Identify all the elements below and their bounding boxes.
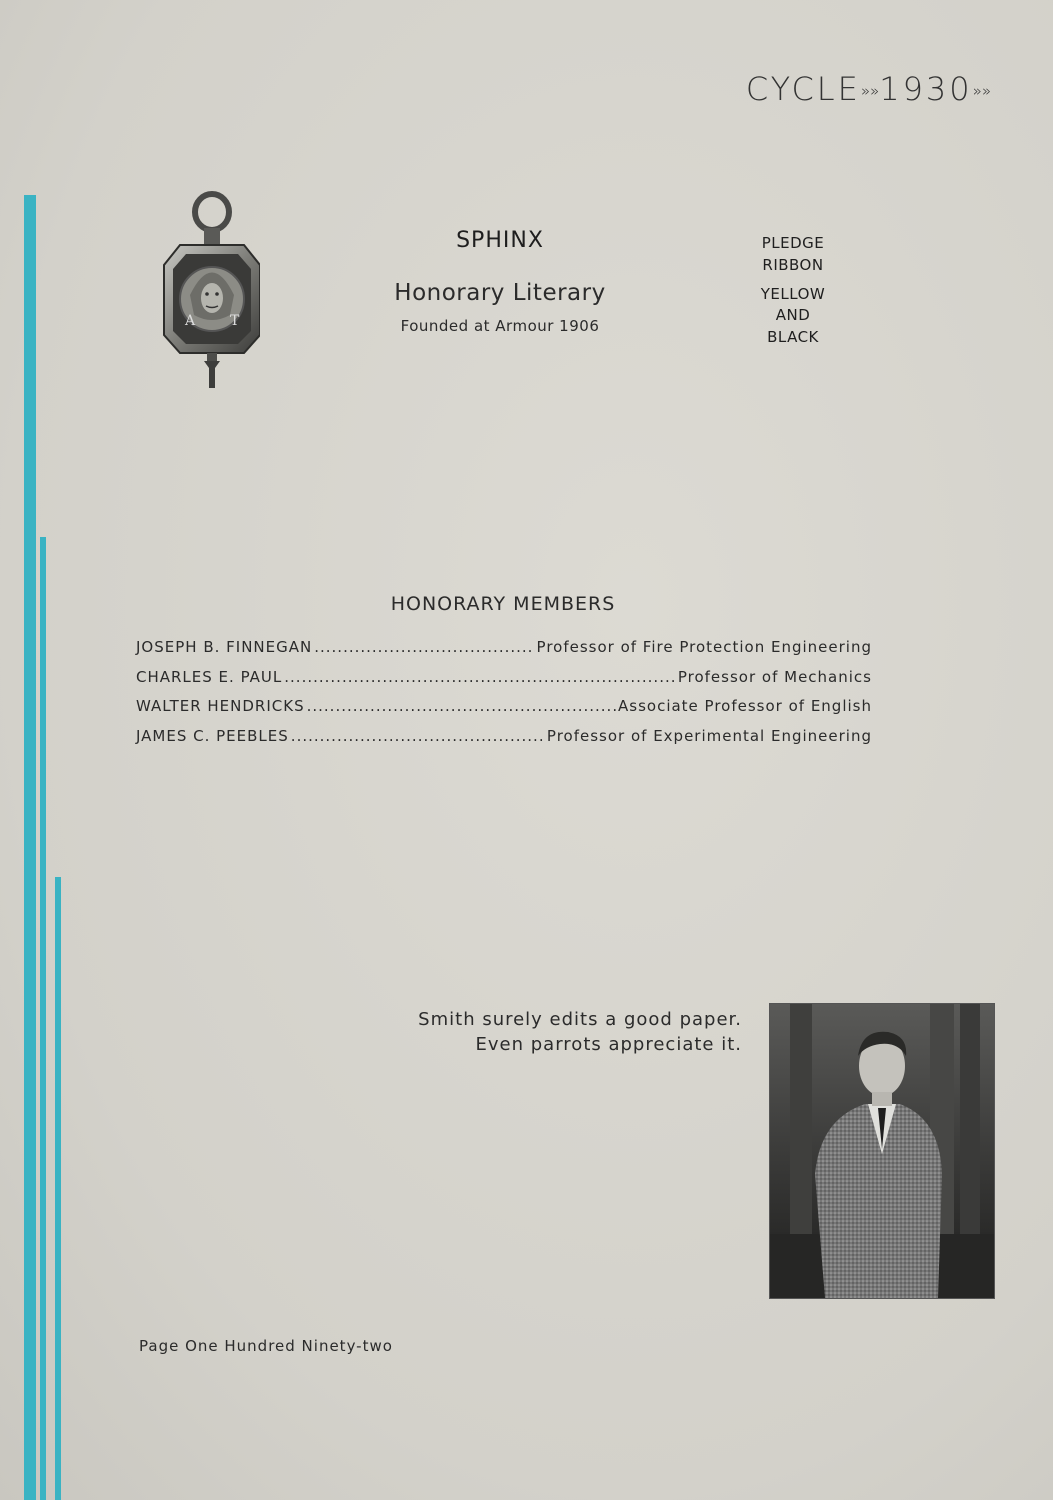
member-row <box>136 727 872 745</box>
sphinx-key-pin-icon <box>160 190 260 390</box>
pledge-line: BLACK <box>767 328 819 346</box>
member-title: Professor of Experimental Engineering <box>546 727 872 745</box>
student-photo <box>769 1003 995 1299</box>
members-heading: HONORARY MEMBERS <box>390 593 616 615</box>
member-title: Associate Professor of English <box>618 697 872 715</box>
portrait-image-icon <box>770 1004 994 1298</box>
decorative-stripe <box>55 877 61 1500</box>
founded-line: Founded at Armour 1906 <box>400 317 600 335</box>
leader-dots <box>284 668 676 686</box>
pledge-line: AND <box>775 306 811 324</box>
member-name: WALTER HENDRICKS <box>136 697 305 715</box>
header-arrows: »» <box>972 82 991 100</box>
pledge-line: YELLOW <box>760 285 826 303</box>
member-row <box>136 638 872 656</box>
photo-caption-line: Even parrots appreciate it. <box>475 1034 742 1055</box>
leader-dots <box>314 638 534 656</box>
decorative-stripe <box>40 537 46 1500</box>
member-name: JOSEPH B. FINNEGAN <box>136 638 313 656</box>
member-name: JAMES C. PEEBLES <box>136 727 289 745</box>
organization-name: SPHINX <box>456 228 544 253</box>
leader-dots <box>307 697 616 715</box>
member-title: Professor of Fire Protection Engineering <box>536 638 872 656</box>
organization-type: Honorary Literary <box>394 280 606 306</box>
member-row <box>136 697 872 715</box>
page-header <box>746 70 991 108</box>
page-number: Page One Hundred Ninety-two <box>139 1337 393 1355</box>
header-title: CYCLE <box>745 70 861 108</box>
header-year: 1930 <box>879 70 973 108</box>
leader-dots <box>291 727 545 745</box>
photo-caption-line: Smith surely edits a good paper. <box>418 1009 742 1030</box>
svg-text:T: T <box>230 313 240 329</box>
header-arrows: »» <box>860 82 880 100</box>
pledge-line: RIBBON <box>762 256 824 274</box>
svg-text:A: A <box>185 313 196 329</box>
member-title: Professor of Mechanics <box>677 668 872 686</box>
decorative-stripe <box>24 195 36 1500</box>
pledge-line: PLEDGE <box>761 234 825 252</box>
member-row <box>136 668 872 686</box>
member-name: CHARLES E. PAUL <box>136 668 283 686</box>
